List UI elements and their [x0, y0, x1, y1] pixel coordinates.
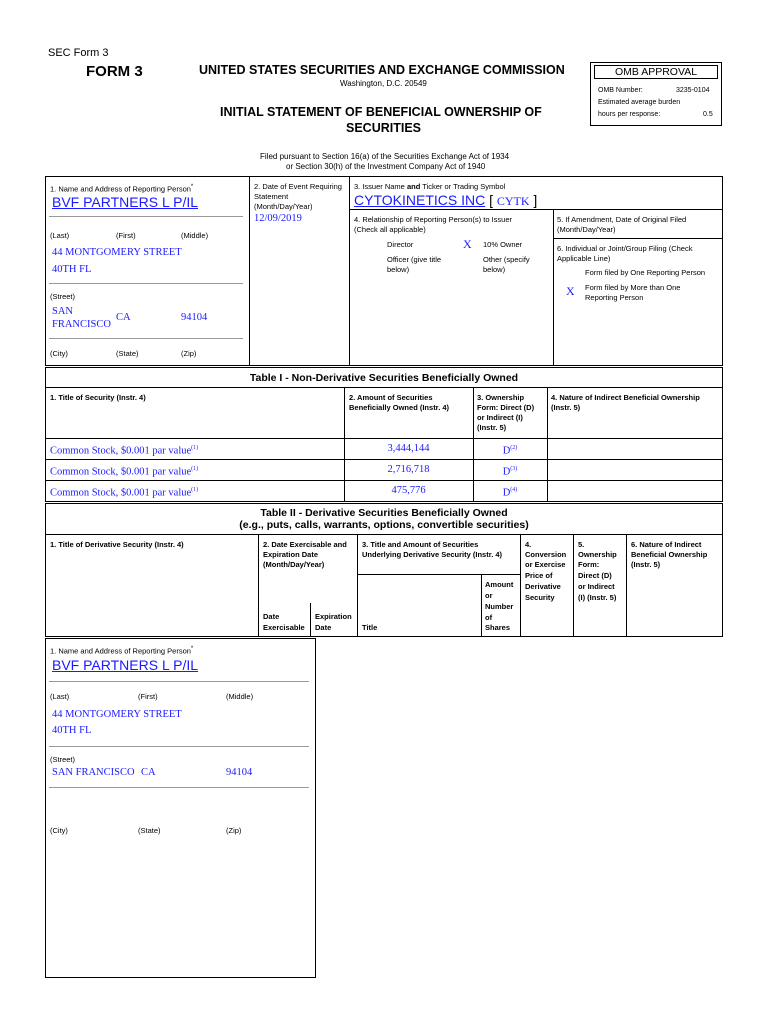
t2-col-dates-2: Expiration Date	[263, 550, 319, 559]
t2-col-conversion-4: Price of	[525, 571, 553, 580]
omb-number-label: OMB Number:	[598, 87, 643, 94]
issuer-line: CYTOKINETICS INC [ CYTK ]	[354, 192, 538, 208]
t2-col-title: 1. Title of Derivative Security (Instr. 4)	[50, 540, 184, 549]
table-1-title: Table I - Non-Derivative Securities Beneficially Owned	[249, 372, 519, 384]
t2-col-conversion-2: Conversion	[525, 550, 567, 559]
t1-row-amount: 3,444,144	[387, 443, 430, 454]
t1-col-title: 1. Title of Security (Instr. 4)	[50, 393, 146, 402]
rp2-zip-label: (Zip)	[226, 826, 242, 835]
event-date-label-3: (Month/Day/Year)	[254, 202, 313, 211]
sec-form-label: SEC Form 3	[48, 47, 109, 59]
table-row: Common Stock, $0.001 par value$^{(1)}$	[50, 466, 199, 478]
rp2-first-label: (First)	[138, 692, 158, 701]
t2-sub-amount-2: or	[485, 591, 493, 600]
rp2-city-label: (City)	[50, 826, 68, 835]
t1-col-nature-2: (Instr. 5)	[551, 403, 581, 412]
filing-type-label-2: Applicable Line)	[557, 254, 611, 263]
t1-col-amount-2: Beneficially Owned (Instr. 4)	[349, 403, 450, 412]
filed-pursuant-line2: or Section 30(h) of the Investment Company Act of 1940	[286, 162, 486, 171]
omb-hours-value: 0.5	[703, 111, 713, 118]
form-title: FORM 3	[86, 63, 143, 80]
t2-sub-date-exercisable-2: Exercisable	[263, 623, 305, 632]
table-2-title-2: (e.g., puts, calls, warrants, options, convertible securities)	[239, 519, 529, 531]
other-label-2: below)	[483, 265, 506, 274]
t1-row-form: $D^{(4)}$	[502, 487, 518, 499]
t2-col-ownership-1: 5.	[578, 540, 585, 549]
amendment-label-1: 5. If Amendment, Date of Original Filed	[557, 215, 687, 224]
t2-col-nature-3: (Instr. 5)	[631, 560, 661, 569]
t2-sub-amount-5: Shares	[485, 623, 511, 632]
t1-col-form-4: (Instr. 5)	[477, 423, 507, 432]
t2-col-ownership-5: or Indirect	[578, 582, 615, 591]
reporting-person-name-link[interactable]: BVF PARTNERS L P/IL	[52, 194, 199, 210]
t2-sub-date-exercisable-1: Date	[263, 612, 280, 621]
reporting-person-label: 1. Name and Address of Reporting Person*	[50, 184, 194, 194]
t2-col-conversion-1: 4.	[525, 540, 532, 549]
more-than-one-check: X	[566, 284, 575, 298]
event-date-label-2: Statement	[254, 192, 289, 201]
t1-col-amount-1: 2. Amount of Securities	[349, 393, 433, 402]
t1-row-amount: 475,776	[391, 485, 426, 496]
zip-value: 94104	[181, 312, 208, 323]
issuer-label: 3. Issuer Name and Ticker or Trading Symbol	[354, 182, 506, 191]
filed-pursuant-line1: Filed pursuant to Section 16(a) of the Securities Exchange Act of 1934	[260, 152, 510, 161]
t2-col-ownership-2: Ownership	[578, 550, 617, 559]
street-address-line2: 40TH FL	[52, 264, 92, 275]
statement-title-line2: SECURITIES	[346, 121, 422, 135]
commission-name: UNITED STATES SECURITIES AND EXCHANGE COMMISSION	[199, 63, 565, 77]
rp2-street-label: (Street)	[50, 755, 76, 764]
filing-type-label-1: 6. Individual or Joint/Group Filing (Check	[557, 244, 693, 253]
rp2-last-label: (Last)	[50, 692, 70, 701]
more-than-one-label-1: Form filed by More than One	[585, 283, 681, 292]
city-value-line2: FRANCISCO	[52, 319, 111, 330]
event-date-label-1: 2. Date of Event Requiring	[254, 182, 342, 191]
t2-sub-amount-4: of	[485, 613, 493, 622]
one-person-label: Form filed by One Reporting Person	[585, 268, 706, 277]
middle-name-label: (Middle)	[181, 231, 209, 240]
rp2-middle-label: (Middle)	[226, 692, 254, 701]
city-label: (City)	[50, 349, 68, 358]
rp2-street-line1: 44 MONTGOMERY STREET	[52, 709, 182, 720]
street-address-line1: 44 MONTGOMERY STREET	[52, 247, 182, 258]
rp2-street-line2: 40TH FL	[52, 725, 92, 736]
t1-col-nature-1: 4. Nature of Indirect Beneficial Ownership	[551, 393, 700, 402]
t2-col-underlying-1: 3. Title and Amount of Securities	[362, 540, 479, 549]
t2-col-ownership-4: Direct (D)	[578, 571, 612, 580]
t1-row-form: $D^{(3)}$	[502, 466, 518, 478]
commission-location: Washington, D.C. 20549	[340, 79, 427, 88]
last-name-label: (Last)	[50, 231, 70, 240]
zip-label: (Zip)	[181, 349, 197, 358]
ten-percent-owner-check: X	[463, 237, 472, 251]
relationship-label-2: (Check all applicable)	[354, 225, 426, 234]
officer-label-2: below)	[387, 265, 410, 274]
ticker-symbol: CYTK	[496, 194, 530, 208]
table-row: Common Stock, $0.001 par value$^{(1)}$	[50, 487, 199, 499]
director-label: Director	[387, 240, 414, 249]
table-2-title-1: Table II - Derivative Securities Beneficially Owned	[260, 507, 508, 519]
t2-col-ownership-3: Form:	[578, 560, 600, 569]
t2-sub-title: Title	[362, 623, 378, 632]
state-value: CA	[116, 312, 131, 323]
officer-label-1: Officer (give title	[387, 255, 442, 264]
t2-col-ownership-6: (I) (Instr. 5)	[578, 593, 617, 602]
omb-number-value: 3235-0104	[676, 87, 710, 94]
street-label: (Street)	[50, 292, 76, 301]
issuer-name-link[interactable]: CYTOKINETICS INC	[354, 192, 486, 208]
t2-col-nature-2: Beneficial Ownership	[631, 550, 708, 559]
t2-col-conversion-6: Security	[525, 593, 555, 602]
reporting-person-2-block	[45, 638, 316, 978]
rp2-zip-value: 94104	[226, 767, 253, 778]
more-than-one-label-2: Reporting Person	[585, 293, 644, 302]
amendment-label-2: (Month/Day/Year)	[557, 225, 616, 234]
t2-sub-amount-1: Amount	[485, 580, 514, 589]
other-label-1: Other (specify	[483, 255, 530, 264]
t2-col-conversion-3: or Exercise	[525, 560, 566, 569]
t2-sub-expiration-2: Date	[315, 623, 332, 632]
statement-title-line1: INITIAL STATEMENT OF BENEFICIAL OWNERSHIP OF	[220, 105, 542, 119]
t1-col-form-2: Form: Direct (D)	[477, 403, 535, 412]
table-row: Common Stock, $0.001 par value$^{(1)}$	[50, 445, 199, 457]
t2-col-dates-3: (Month/Day/Year)	[263, 560, 325, 569]
rp2-state-value: CA	[141, 767, 156, 778]
event-date-value: 12/09/2019	[254, 213, 302, 224]
omb-title: OMB APPROVAL	[614, 66, 698, 78]
t2-col-nature-1: 6. Nature of Indirect	[631, 540, 702, 549]
t2-col-underlying-2: Underlying Derivative Security (Instr. 4)	[362, 550, 503, 559]
t2-col-dates-1: 2. Date Exercisable and	[263, 540, 347, 549]
city-value-line1: SAN	[52, 306, 74, 317]
first-name-label: (First)	[116, 231, 136, 240]
rp2-name-link[interactable]: BVF PARTNERS L P/IL	[52, 657, 199, 673]
t1-row-amount: 2,716,718	[387, 464, 430, 475]
t1-col-form-3: or Indirect (I)	[477, 413, 523, 422]
rp2-state-label: (State)	[138, 826, 161, 835]
rp2-label: 1. Name and Address of Reporting Person*	[50, 646, 194, 656]
t1-row-form: $D^{(2)}$	[502, 445, 518, 457]
rp2-city-value: SAN FRANCISCO	[52, 767, 135, 778]
t1-col-form-1: 3. Ownership	[477, 393, 525, 402]
state-label: (State)	[116, 349, 139, 358]
omb-hours-label: hours per response:	[598, 111, 661, 118]
t2-sub-amount-3: Number	[485, 602, 514, 611]
omb-burden-label: Estimated average burden	[598, 99, 681, 106]
relationship-label-1: 4. Relationship of Reporting Person(s) to Issuer	[354, 215, 512, 224]
t2-col-conversion-5: Derivative	[525, 582, 561, 591]
ten-percent-owner-label: 10% Owner	[483, 240, 523, 249]
t2-sub-expiration-1: Expiration	[315, 612, 352, 621]
